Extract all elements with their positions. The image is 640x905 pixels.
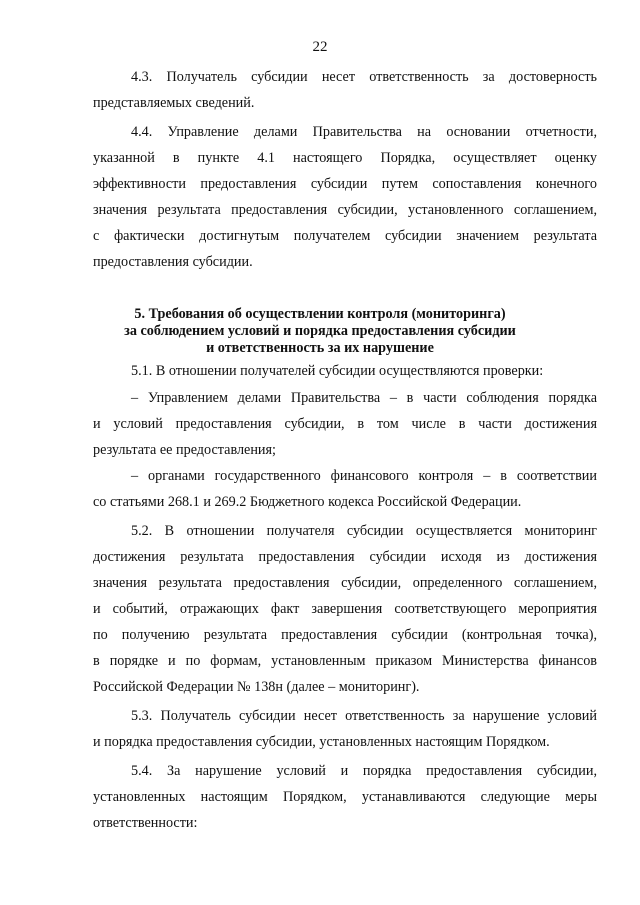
paragraph-4-4-line-2: указанной в пункте 4.1 настоящего Порядка, осуществляет оценку bbox=[93, 150, 597, 166]
section-heading-line-3: и ответственность за их нарушение bbox=[206, 340, 434, 356]
bullet-2-line-2: со статьями 268.1 и 269.2 Бюджетного кодекса Российской Федерации. bbox=[93, 494, 522, 510]
paragraph-5-2-line-2: достижения результата предоставления субсидии исходя из достижения bbox=[93, 549, 597, 565]
paragraph-4-3-line-2: представляемых сведений. bbox=[93, 95, 255, 111]
paragraph-4-4-line-6: предоставления субсидии. bbox=[93, 254, 253, 270]
paragraph-4-4-line-5: с фактически достигнутым получателем субсидии значением результата bbox=[93, 228, 597, 244]
paragraph-5-2-line-1: 5.2. В отношении получателя субсидии осуществляется мониторинг bbox=[131, 523, 597, 539]
paragraph-4-4-line-3: эффективности предоставления субсидии путем сопоставления конечного bbox=[93, 176, 597, 192]
paragraph-5-1-line-1: 5.1. В отношении получателей субсидии осуществляются проверки: bbox=[131, 363, 544, 379]
paragraph-4-4-line-4: значения результата предоставления субсидии, установленного соглашением, bbox=[93, 202, 597, 218]
paragraph-5-2-line-3: значения результата предоставления субсидии, определенного соглашением, bbox=[93, 575, 597, 591]
paragraph-4-4-line-1: 4.4. Управление делами Правительства на основании отчетности, bbox=[131, 124, 597, 140]
section-heading-line-1: 5. Требования об осуществлении контроля (мониторинга) bbox=[134, 306, 506, 322]
bullet-1-line-3: результата ее предоставления; bbox=[93, 442, 276, 458]
paragraph-5-2-line-4: и событий, отражающих факт завершения соответствующего мероприятия bbox=[93, 601, 597, 617]
paragraph-5-2-line-6: в порядке и по формам, установленным приказом Министерства финансов bbox=[93, 653, 597, 669]
paragraph-4-3-line-1: 4.3. Получатель субсидии несет ответственность за достоверность bbox=[131, 69, 597, 85]
bullet-2-line-1: – органами государственного финансового контроля – в соответствии bbox=[131, 468, 597, 484]
paragraph-5-4-line-3: ответственности: bbox=[93, 815, 198, 831]
page-number: 22 bbox=[312, 39, 328, 55]
paragraph-5-3-line-2: и порядка предоставления субсидии, установленных настоящим Порядком. bbox=[93, 734, 550, 750]
paragraph-5-2-line-5: по получению результата предоставления субсидии (контрольная точка), bbox=[93, 627, 597, 643]
paragraph-5-4-line-1: 5.4. За нарушение условий и порядка предоставления субсидии, bbox=[131, 763, 597, 779]
bullet-1-line-2: и условий предоставления субсидии, в том числе в части достижения bbox=[93, 416, 597, 432]
paragraph-5-2-line-7: Российской Федерации № 138н (далее – мониторинг). bbox=[93, 679, 420, 695]
paragraph-5-4-line-2: установленных настоящим Порядком, устанавливаются следующие меры bbox=[93, 789, 597, 805]
section-heading-line-2: за соблюдением условий и порядка предоставления субсидии bbox=[124, 323, 516, 339]
paragraph-5-3-line-1: 5.3. Получатель субсидии несет ответственность за нарушение условий bbox=[131, 708, 597, 724]
bullet-1-line-1: – Управлением делами Правительства – в части соблюдения порядка bbox=[131, 390, 597, 406]
